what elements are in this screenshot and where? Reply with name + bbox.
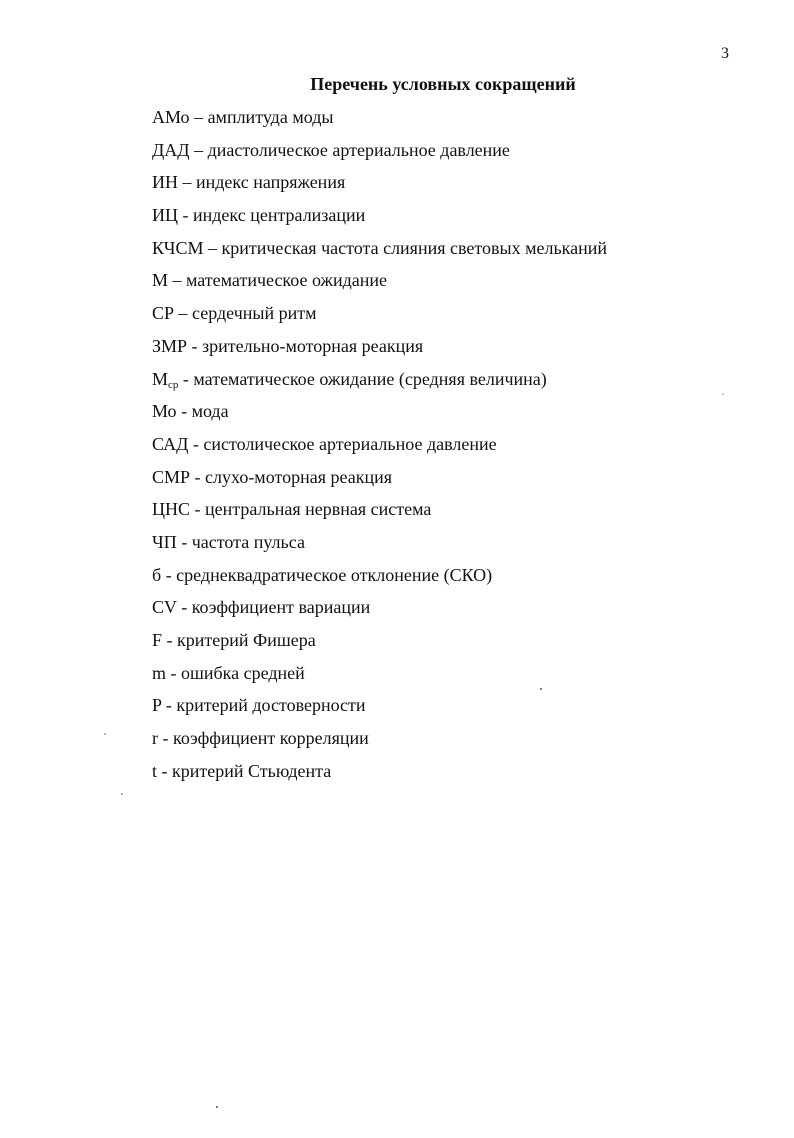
- abbreviation-separator: -: [176, 401, 192, 422]
- page-title: Перечень условных сокращений: [310, 74, 576, 94]
- abbreviation-item: [152, 595, 607, 628]
- abbreviation-term: СР: [152, 303, 175, 324]
- abbreviation-item: [152, 138, 607, 171]
- abbreviation-separator: -: [157, 760, 173, 781]
- abbreviation-definition: математическое ожидание: [186, 270, 387, 291]
- page-number: 3: [721, 45, 729, 62]
- abbreviation-item: [152, 661, 607, 694]
- abbreviation-definition: коэффициент корреляции: [173, 728, 369, 749]
- abbreviation-separator: -: [176, 531, 192, 552]
- scan-speck: [722, 393, 724, 395]
- abbreviation-separator: –: [189, 107, 208, 127]
- abbreviation-separator: –: [189, 139, 208, 160]
- abbreviation-separator: –: [168, 270, 187, 291]
- abbreviation-separator: -: [187, 335, 203, 356]
- abbreviation-definition: индекс централизации: [193, 205, 366, 226]
- abbreviation-term: ИЦ: [152, 205, 178, 226]
- abbreviation-term: ЦНС: [152, 499, 191, 520]
- abbreviation-item: [152, 497, 607, 530]
- abbreviation-term: ЗМР: [152, 335, 188, 356]
- abbreviation-separator: –: [174, 303, 193, 324]
- abbreviation-item: [152, 563, 607, 596]
- abbreviation-separator: -: [161, 695, 177, 716]
- abbreviation-separator: -: [178, 368, 194, 389]
- abbreviation-term: m: [152, 662, 167, 683]
- abbreviation-separator: -: [162, 630, 178, 650]
- abbreviation-item: [152, 628, 607, 661]
- abbreviation-definition: среднеквадратическое отклонение (СКО): [176, 564, 493, 585]
- abbreviation-item: [152, 367, 607, 400]
- scan-speck: [540, 688, 542, 690]
- abbreviation-definition: индекс напряжения: [196, 172, 346, 193]
- abbreviation-term: М: [152, 368, 169, 389]
- abbreviation-separator: –: [178, 172, 196, 193]
- abbreviation-separator: -: [161, 564, 177, 585]
- abbreviation-definition: центральная нервная система: [205, 499, 432, 520]
- abbreviation-definition: математическое ожидание (средняя величина): [193, 368, 547, 389]
- abbreviation-separator: -: [188, 433, 204, 454]
- abbreviation-definition: критическая частота слияния световых мельканий: [221, 237, 608, 258]
- abbreviation-separator: -: [190, 466, 206, 487]
- abbreviation-definition: коэффициент вариации: [191, 597, 371, 618]
- abbreviation-definition: критерий Стьюдента: [172, 760, 332, 781]
- abbreviation-definition: критерий достоверности: [176, 695, 366, 716]
- abbreviation-term: Мо: [152, 401, 177, 422]
- abbreviation-separator: -: [190, 499, 206, 520]
- abbreviation-term: КЧСМ: [152, 237, 204, 258]
- abbreviation-term-subscript: ср: [168, 378, 179, 391]
- abbreviation-list: [152, 105, 607, 791]
- abbreviation-item: [152, 236, 607, 269]
- abbreviation-definition: зрительно-моторная реакция: [202, 335, 424, 356]
- abbreviation-term: r: [152, 728, 158, 749]
- abbreviation-term: P: [152, 695, 162, 716]
- abbreviation-term: САД: [152, 433, 189, 454]
- abbreviation-term: ИН: [152, 172, 178, 193]
- abbreviation-definition: диастолическое артериальное давление: [207, 139, 510, 160]
- abbreviation-item: [152, 334, 607, 367]
- abbreviation-term: АМо: [152, 107, 190, 127]
- abbreviation-item: [152, 465, 607, 498]
- abbreviation-term: СМР: [152, 466, 191, 487]
- abbreviation-separator: –: [203, 237, 222, 258]
- abbreviation-term: t: [152, 760, 158, 781]
- abbreviation-definition: частота пульса: [191, 531, 305, 552]
- abbreviation-item: [152, 105, 607, 138]
- abbreviation-item: [152, 399, 607, 432]
- abbreviation-term: М: [152, 270, 169, 291]
- abbreviation-definition: мода: [191, 401, 229, 422]
- scan-speck: [104, 733, 106, 735]
- abbreviation-item: [152, 759, 607, 792]
- abbreviation-separator: -: [178, 205, 193, 226]
- abbreviation-term: ДАД: [152, 139, 190, 160]
- abbreviation-separator: -: [176, 597, 192, 618]
- abbreviation-item: [152, 693, 607, 726]
- abbreviation-separator: -: [158, 728, 173, 749]
- abbreviation-term: CV: [152, 597, 177, 618]
- abbreviation-definition: слухо-моторная реакция: [205, 466, 392, 487]
- abbreviation-definition: систолическое артериальное давление: [203, 433, 497, 454]
- scan-speck: [216, 1106, 218, 1108]
- abbreviation-item: [152, 301, 607, 334]
- abbreviation-item: [152, 268, 607, 301]
- abbreviation-term: F: [152, 630, 163, 650]
- abbreviation-term: б: [152, 564, 162, 585]
- abbreviation-item: [152, 530, 607, 563]
- abbreviation-separator: -: [166, 662, 182, 683]
- abbreviation-definition: ошибка средней: [181, 662, 305, 683]
- abbreviation-term: ЧП: [152, 531, 177, 552]
- scan-speck: [121, 793, 123, 795]
- abbreviation-item: [152, 432, 607, 465]
- abbreviation-item: [152, 170, 607, 203]
- abbreviation-item: [152, 726, 607, 759]
- abbreviation-definition: сердечный ритм: [192, 303, 317, 324]
- abbreviation-definition: амплитуда моды: [207, 107, 334, 127]
- abbreviation-definition: критерий Фишера: [177, 630, 316, 650]
- abbreviation-item: [152, 203, 607, 236]
